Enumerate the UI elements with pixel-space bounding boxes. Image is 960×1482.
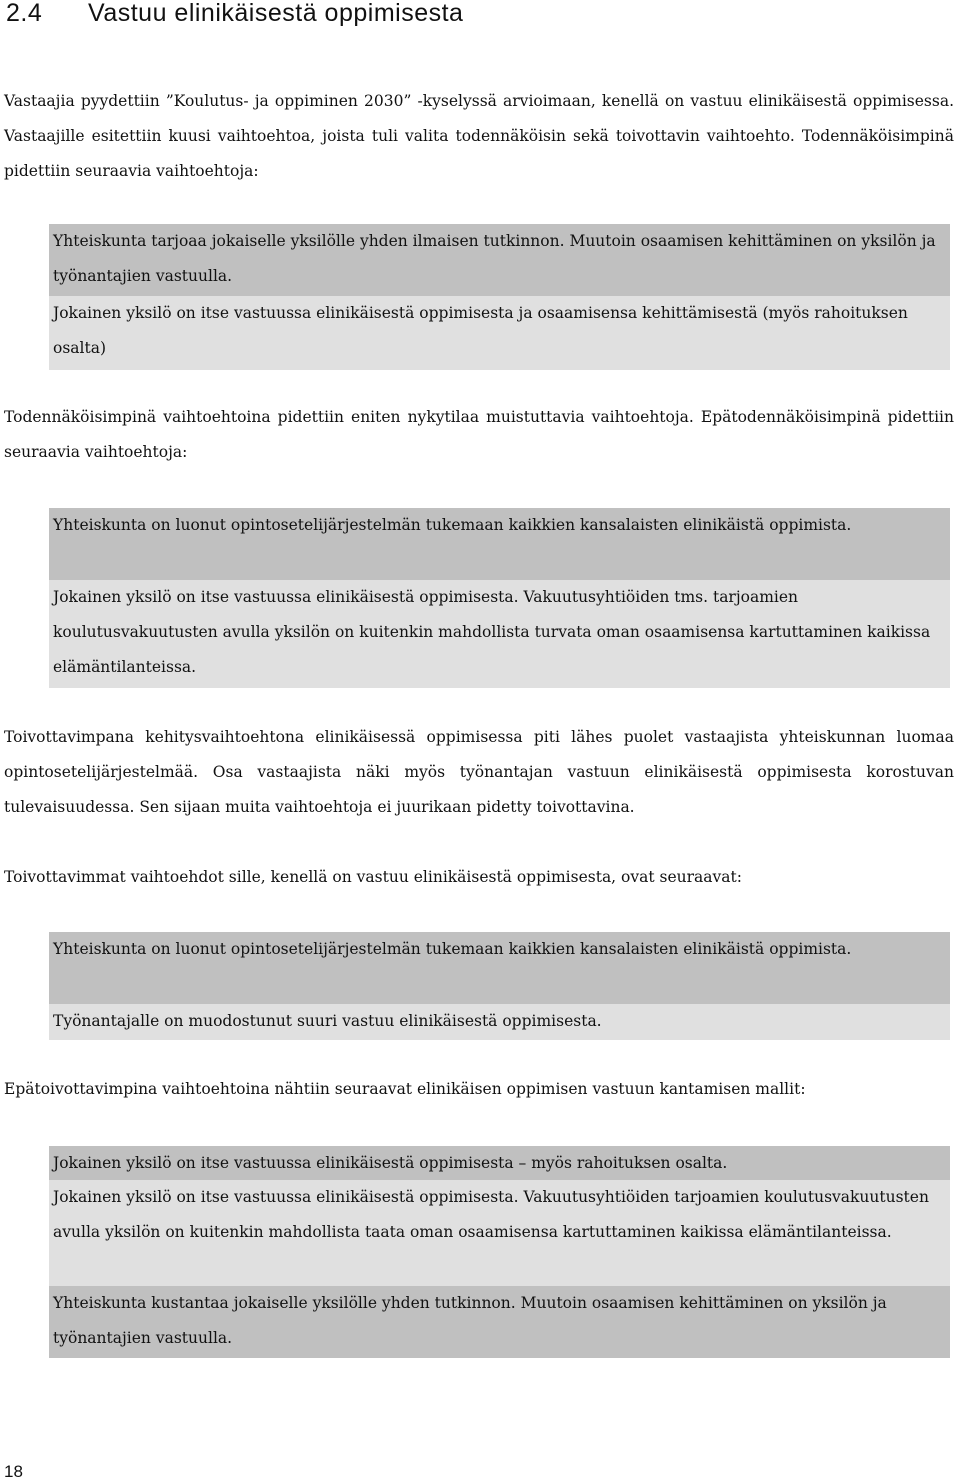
likely-option-2: Jokainen yksilö on itse vastuussa elinikäisestä oppimisesta ja osaamisensa kehittämisestä (myös rahoituksen osalta)	[49, 296, 950, 370]
undesirable-option-1: Jokainen yksilö on itse vastuussa elinikäisestä oppimisesta – myös rahoituksen osalta.	[49, 1146, 950, 1180]
desirable-options-box	[49, 932, 950, 1040]
likely-option-1: Yhteiskunta tarjoaa jokaiselle yksilölle yhden ilmaisen tutkinnon. Muutoin osaamisen kehittäminen on yksilön ja työnantajien vastuulla.	[49, 224, 950, 296]
undesirable-option-2: Jokainen yksilö on itse vastuussa elinikäisestä oppimisesta. Vakuutusyhtiöiden tarjoamien koulutusvakuutusten avulla yksilön on kuitenkin mahdollista taata oman osaamisensa kartuttaminen kaikissa elämäntilanteissa.	[49, 1180, 950, 1286]
likely-options-box	[49, 224, 950, 370]
section-heading	[6, 0, 463, 26]
desirable-option-2: Työnantajalle on muodostunut suuri vastuu elinikäisestä oppimisesta.	[49, 1004, 950, 1040]
undesirable-intro-paragraph: Epätoivottavimpina vaihtoehtoina nähtiin seuraavat elinikäisen oppimisen vastuun kantamisen mallit:	[4, 1080, 806, 1098]
unlikely-option-2: Jokainen yksilö on itse vastuussa elinikäisestä oppimisesta. Vakuutusyhtiöiden tms. tarjoamien koulutusvakuutusten avulla yksilön on kuitenkin mahdollista turvata oman osaamisensa kartuttaminen kaikissa elämäntilanteissa.	[49, 580, 950, 688]
desirable-summary-paragraph: Toivottavimpana kehitysvaihtoehtona elinikäisessä oppimisessa piti lähes puolet vastaajista yhteiskunnan luomaa opintosetelijärjestelmää. Osa vastaajista näki myös työnantajan vastuun elinikäisestä oppimisesta korostuvan tulevaisuudessa. Sen sijaan muita vaihtoehtoja ei juurikaan pidetty toivottavina.	[4, 728, 954, 816]
page-number: 18	[4, 1462, 23, 1481]
unlikely-intro-paragraph: Todennäköisimpinä vaihtoehtoina pidettiin eniten nykytilaa muistuttavia vaihtoehtoja. Epätodennäköisimpinä pidettiin seuraavia vaihtoehtoja:	[4, 408, 954, 461]
desirable-option-1: Yhteiskunta on luonut opintosetelijärjestelmän tukemaan kaikkien kansalaisten elinikäistä oppimista.	[49, 932, 950, 1004]
intro-paragraph: Vastaajia pyydettiin ”Koulutus- ja oppiminen 2030” -kyselyssä arvioimaan, kenellä on vastuu elinikäisestä oppimisessa. Vastaajille esitettiin kuusi vaihtoehtoa, joista tuli valita todennäköisin sekä toivottavin vaihtoehto. Todennäköisimpinä pidettiin seuraavia vaihtoehtoja:	[4, 92, 954, 180]
unlikely-option-1: Yhteiskunta on luonut opintosetelijärjestelmän tukemaan kaikkien kansalaisten elinikäistä oppimista.	[49, 508, 950, 580]
section-number: 2.4	[6, 0, 43, 27]
desirable-intro-paragraph: Toivottavimmat vaihtoehdot sille, kenellä on vastuu elinikäisestä oppimisesta, ovat seuraavat:	[4, 868, 742, 886]
section-title: Vastuu elinikäisestä oppimisesta	[88, 0, 464, 27]
undesirable-options-box	[49, 1146, 950, 1358]
undesirable-option-3: Yhteiskunta kustantaa jokaiselle yksilölle yhden tutkinnon. Muutoin osaamisen kehittäminen on yksilön ja työnantajien vastuulla.	[49, 1286, 950, 1358]
unlikely-options-box	[49, 508, 950, 688]
